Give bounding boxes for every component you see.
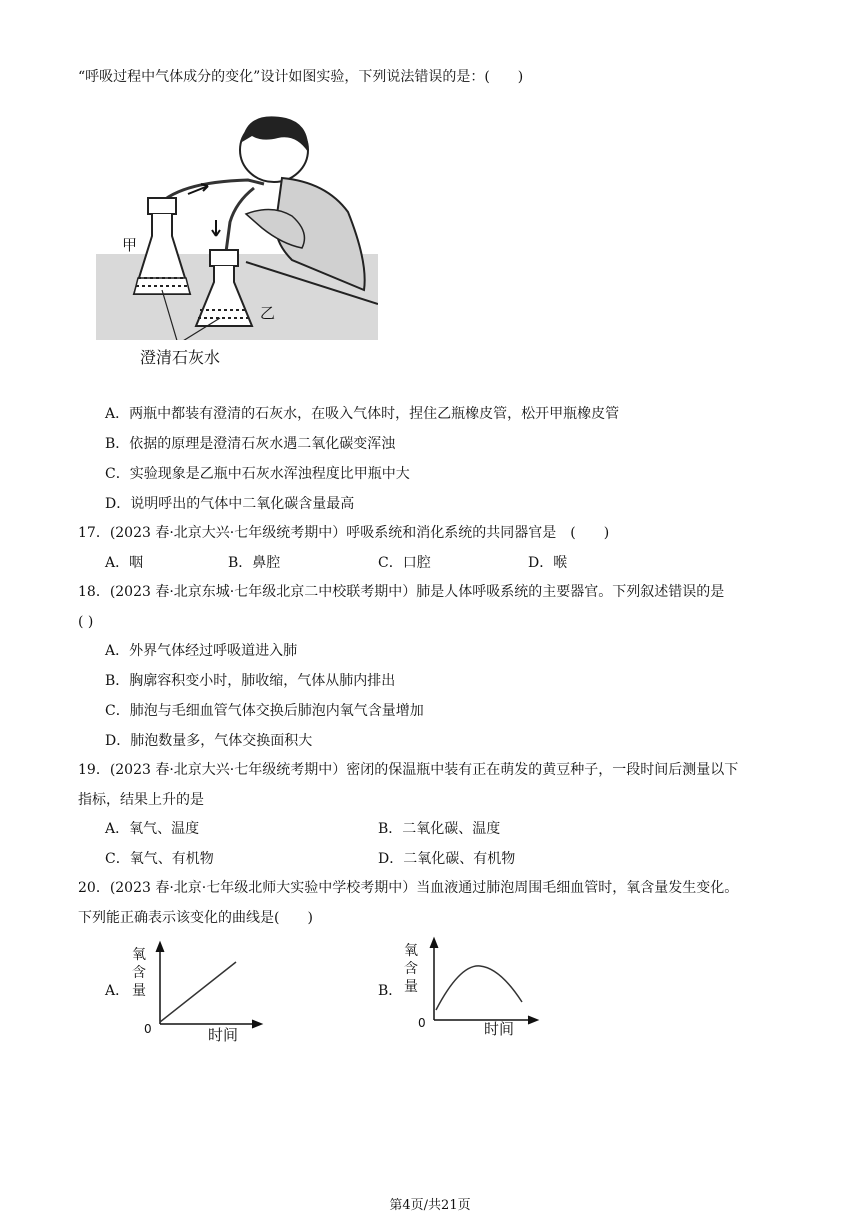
- q17-option-b: B．鼻腔: [228, 555, 281, 571]
- q20-stem-line1: 20．(2023 春·北京·七年级北师大实验中学校考期中）当血液通过肺泡周围毛细血管时，氧含量发生变化。: [78, 880, 739, 896]
- figure-caption: 澄清石灰水: [140, 348, 221, 367]
- q18-option-a: A．外界气体经过呼吸道进入肺: [105, 643, 298, 659]
- graph-a-ylabel: 氧 含 量: [132, 947, 146, 999]
- q20-graph-a: [128, 938, 268, 1042]
- q19-option-c: C．氧气、有机物: [105, 851, 214, 867]
- graph-a-xlabel: 时间: [208, 1026, 239, 1044]
- q16-option-a: A．两瓶中都装有澄清的石灰水，在吸入气体时，捏住乙瓶橡皮管，松开甲瓶橡皮管: [105, 406, 620, 422]
- q16-option-b: B．依据的原理是澄清石灰水遇二氧化碳变浑浊: [105, 436, 396, 452]
- graph-b-curve: [436, 966, 522, 1010]
- q18-stem-line1: 18．(2023 春·北京东城·七年级北京二中校联考期中）肺是人体呼吸系统的主要器官。下列叙述错误的是: [78, 584, 725, 600]
- page-number: 第4页/共21页: [389, 1198, 471, 1213]
- experiment-illustration: [96, 112, 378, 340]
- q18-stem-line2: ( ): [78, 614, 94, 630]
- q19-stem-line1: 19．(2023 春·北京大兴·七年级统考期中）密闭的保温瓶中装有正在萌发的黄豆种子，一段时间后测量以下: [78, 762, 739, 778]
- graph-b-ylabel: 氧 含 量: [404, 943, 418, 995]
- q17-option-a: A．咽: [105, 555, 144, 571]
- q19-option-d: D．二氧化碳、有机物: [378, 851, 516, 867]
- q20-stem-line2: 下列能正确表示该变化的曲线是( ): [78, 910, 313, 926]
- graph-b-xlabel: 时间: [484, 1020, 515, 1038]
- q17-option-d: D．喉: [528, 555, 568, 571]
- q16-option-c: C．实验现象是乙瓶中石灰水浑浊程度比甲瓶中大: [105, 466, 410, 482]
- q20-option-b-label: B．: [378, 983, 403, 999]
- graph-a-origin: 0: [144, 1022, 152, 1036]
- q16-option-d: D．说明呼出的气体中二氧化碳含量最高: [105, 496, 355, 512]
- flask-jia-label: 甲: [122, 236, 138, 254]
- q18-option-c: C．肺泡与毛细血管气体交换后肺泡内氧气含量增加: [105, 703, 424, 719]
- q16-stem: “呼吸过程中气体成分的变化”设计如图实验，下列说法错误的是：( ): [78, 69, 524, 85]
- q18-option-b: B．胸廓容积变小时，肺收缩，气体从肺内排出: [105, 673, 396, 689]
- q17-option-c: C．口腔: [378, 555, 431, 571]
- q20-option-a-label: A．: [105, 983, 130, 999]
- q19-option-b: B．二氧化碳、温度: [378, 821, 501, 837]
- graph-a-curve: [160, 962, 236, 1022]
- flask-yi-label: 乙: [260, 304, 276, 322]
- q19-stem-line2: 指标，结果上升的是: [78, 792, 204, 808]
- q19-option-a: A．氧气、温度: [105, 821, 200, 837]
- q17-stem: 17．(2023 春·北京大兴·七年级统考期中）呼吸系统和消化系统的共同器官是 ( ): [78, 525, 610, 541]
- q20-graph-b: [400, 934, 542, 1038]
- q18-option-d: D．肺泡数量多，气体交换面积大: [105, 733, 313, 749]
- graph-b-origin: 0: [418, 1016, 426, 1030]
- experiment-figure: [96, 112, 378, 340]
